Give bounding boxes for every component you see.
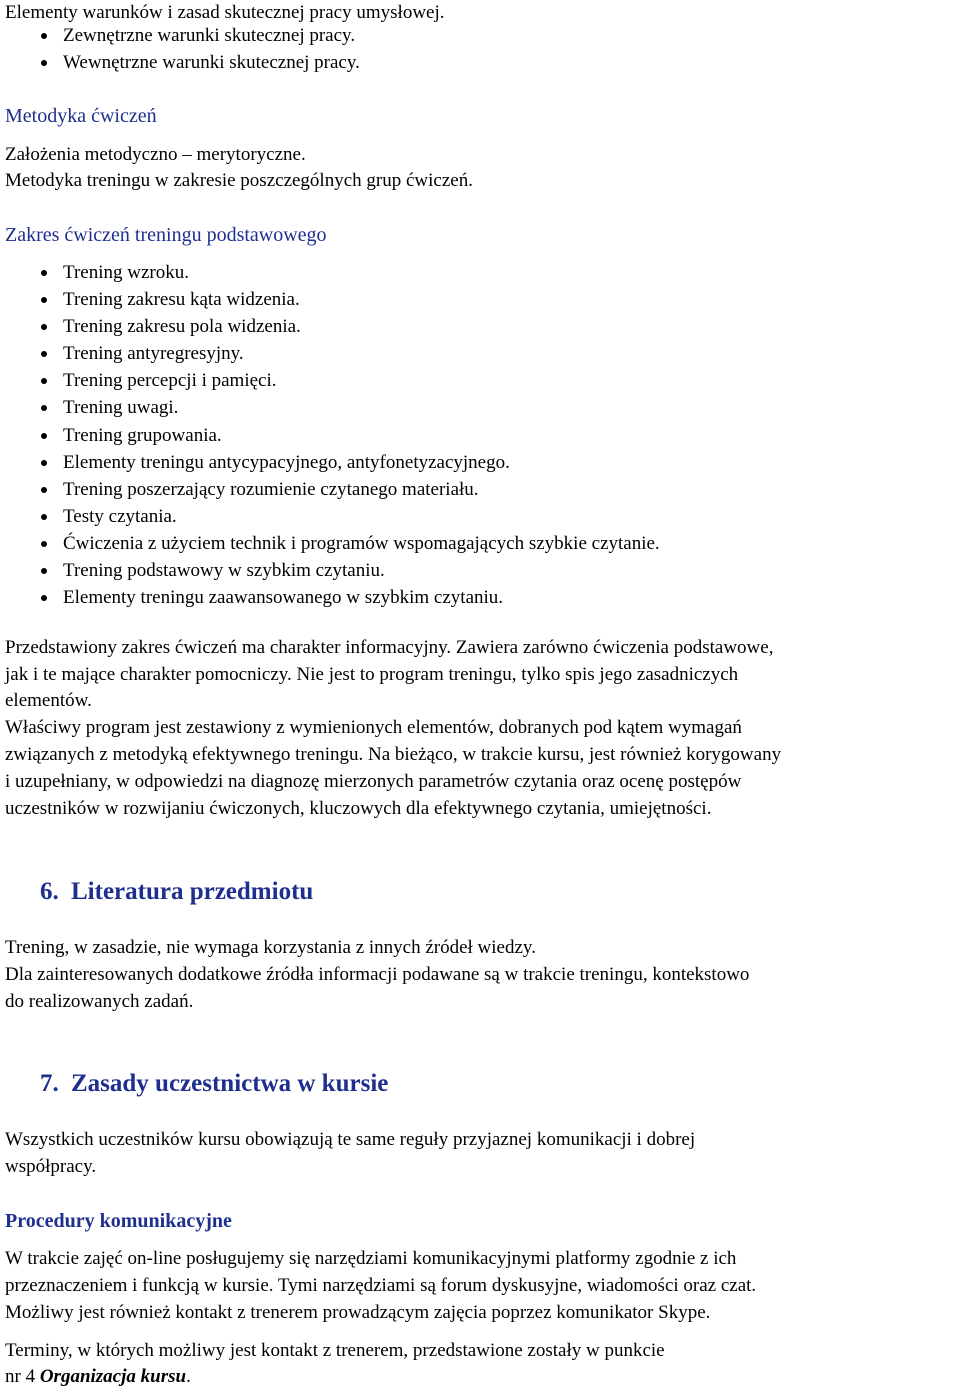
terminy-line-2 [5,1366,191,1388]
paragraph-line: Właściwy program jest zestawiony z wymienionych elementów, dobranych pod kątem wymagań [5,717,742,738]
terminy-suffix: . [186,1366,191,1387]
list-item: Elementy treningu zaawansowanego w szybkim czytaniu. [0,584,660,611]
paragraph-line: współpracy. [5,1156,97,1177]
list-item: Trening wzroku. [0,259,660,286]
list-item: Trening zakresu kąta widzenia. [0,286,660,313]
metodyka-line-2: Metodyka treningu w zakresie poszczególnych grup ćwiczeń. [5,170,473,191]
paragraph-line: Przedstawiony zakres ćwiczeń ma charakter informacyjny. Zawiera zarówno ćwiczenia podstawowe, [5,637,774,658]
paragraph-line: do realizowanych zadań. [5,991,194,1012]
section-number: 7. [40,1070,59,1097]
list-item: Elementy treningu antycypacyjnego, antyfonetyzacyjnego. [0,449,660,476]
zakres-heading: Zakres ćwiczeń treningu podstawowego [5,224,327,246]
paragraph-line: i uzupełniany, w odpowiedzi na diagnozę mierzonych parametrów czytania oraz ocenę postępów [5,771,742,792]
paragraph-line: Trening, w zasadzie, nie wymaga korzystania z innych źródeł wiedzy. [5,937,536,958]
paragraph-line: Wszystkich uczestników kursu obowiązują te same reguły przyjaznej komunikacji i dobrej [5,1129,696,1150]
list-item: Trening podstawowy w szybkim czytaniu. [0,557,660,584]
list-item: Zewnętrzne warunki skutecznej pracy. [0,22,360,49]
list-item: Trening zakresu pola widzenia. [0,313,660,340]
section-title: Zasady uczestnictwa w kursie [71,1070,389,1097]
list-item: Trening percepcji i pamięci. [0,367,660,394]
list-item: Testy czytania. [0,503,660,530]
procedury-heading: Procedury komunikacyjne [5,1210,232,1232]
paragraph-line: uczestników w rozwijaniu ćwiczonych, kluczowych dla efektywnego czytania, umiejętności. [5,798,712,819]
paragraph-line: Możliwy jest również kontakt z trenerem prowadzącym zajęcia poprzez komunikator Skype. [5,1302,711,1323]
paragraph-line: przeznaczeniem i funkcją w kursie. Tymi narzędziami są forum dyskusyjne, wiadomości oraz czat. [5,1275,757,1296]
intro-line: Elementy warunków i zasad skutecznej pracy umysłowej. [5,2,445,23]
paragraph-line: Terminy, w których możliwy jest kontakt z trenerem, przedstawione zostały w punkcie [5,1340,665,1361]
section-number: 6. [40,878,59,905]
metodyka-line-1: Założenia metodyczno – merytoryczne. [5,144,306,165]
list-item: Wewnętrzne warunki skutecznej pracy. [0,49,360,76]
list-item: Trening antyregresyjny. [0,340,660,367]
paragraph-line: związanych z metodyką efektywnego treningu. Na bieżąco, w trakcie kursu, jest również korygowany [5,744,782,765]
list-item: Trening grupowania. [0,422,660,449]
list-item: Trening poszerzający rozumienie czytanego materiału. [0,476,660,503]
list-item: Ćwiczenia z użyciem technik i programów wspomagających szybkie czytanie. [0,530,660,557]
organizacja-kursu-reference: Organizacja kursu [39,1366,187,1387]
paragraph-line: jak i te mające charakter pomocniczy. Nie jest to program treningu, tylko spis jego zasadniczych [5,664,739,685]
paragraph-line: elementów. [5,690,92,711]
paragraph-line: Dla zainteresowanych dodatkowe źródła informacji podawane są w trakcie treningu, kontekstowo [5,964,750,985]
metodyka-heading: Metodyka ćwiczeń [5,105,157,127]
section-7-heading [40,1070,388,1098]
zakres-bullet-list [0,259,660,611]
intro-bullet-list [0,22,360,76]
terminy-prefix: nr 4 [5,1366,40,1387]
section-6-heading [40,878,313,906]
list-item: Trening uwagi. [0,394,660,421]
section-title: Literatura przedmiotu [71,878,314,905]
paragraph-line: W trakcie zajęć on-line posługujemy się narzędziami komunikacyjnymi platformy zgodnie z ich [5,1248,737,1269]
